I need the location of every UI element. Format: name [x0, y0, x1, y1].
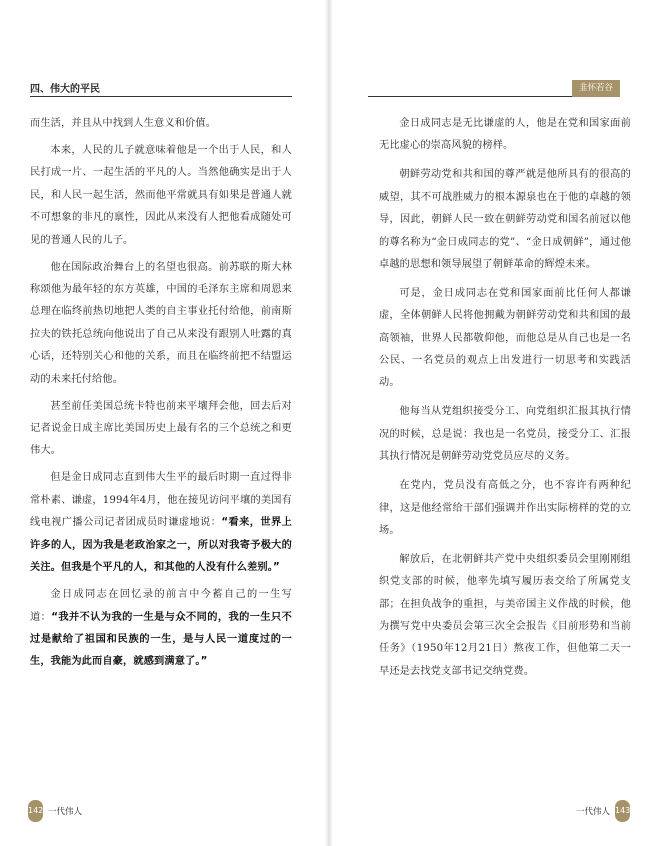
paragraph: 他每当从党组织接受分工、向党组织汇报其执行情况的时候，总是说：我也是一名党员，接受分工、汇报其执行情况是朝鲜劳动党党员应尽的义务。 [379, 406, 631, 463]
paragraph: 朝鲜劳动党和共和国的尊严就是他所具有的很高的威望，其不可战胜威力的根本源泉也在于他的卓越的领导，因此，朝鲜人民一致在朝鲜劳动党和国名前冠以他的尊名称为“金日成同志的党”、“金日成朝鲜”，通过他卓越的思想和领导展望了朝鲜革命的辉煌未来。 [379, 169, 631, 270]
book-gutter [325, 0, 333, 846]
section-badge: 韭怀若谷 [572, 80, 620, 97]
paragraph: 可是，金日成同志在党和国家面前比任何人都谦虚，全体朝鲜人民将他拥戴为朝鲜劳动党和共和国的最高领袖，世界人民都敬仰他，而他总是从自己也是一名公民、一名党员的观点上出发进行一切思考和实践活动。 [379, 287, 631, 389]
paragraph-intro: 金日成同志在回忆录的前言中今蓄自己的一生写道： [30, 589, 292, 623]
book-title: 一代伟人 [48, 807, 83, 817]
right-page [333, 0, 658, 846]
paragraph: 甚至前任美国总统卡特也前来平壤拜会他，回去后对记者说金日成主席比美国历史上最有名的三个总统之和更伟大。 [30, 400, 292, 457]
paragraph [30, 584, 292, 674]
paragraph [30, 467, 292, 579]
paragraph: 在党内，党员没有高低之分，也不容许有两种纪律，这是他经常给干部们强调并作出实际榜样的党的立场。 [379, 480, 631, 536]
left-body-text [30, 113, 292, 674]
page-number-badge: 143 [615, 800, 630, 822]
left-footer [28, 800, 87, 822]
paragraph: 解放后，在北朝鲜共产党中央组织委员会里刚刚组织党支部的时候，他率先填写履历表交给了所属党支部；在担负战争的重担，与美帝国主义作战的时候，他为撰写党中央委员会第三次全会报告《目前形势和当前任务》（1950年12月21日）熬夜工作，但他第二天一早还是去找党支部书记交纳党费。 [379, 553, 631, 677]
chapter-title: 四、伟大的平民 [30, 84, 100, 95]
paragraph: 本来，人民的儿子就意味着他是一个出于人民，和人民打成一片、一起生活的平凡的人。当然他确实是出于人民，和人民一起生活，然而他平常就具有如果是普通人就不可想象的非凡的禀性，因此从来没有人把他看成随处可见的普通人民的儿子。 [30, 145, 292, 246]
right-body-text [379, 113, 631, 683]
right-footer [571, 800, 630, 822]
book-title: 一代伟人 [575, 807, 610, 817]
left-running-header [30, 82, 292, 97]
paragraph: 金日成同志是无比谦虚的人，他是在党和国家面前无比虚心的崇高风貌的榜样。 [379, 118, 631, 152]
bold-quote: “我并不认为我的一生是与众不同的，我的一生只不过是献给了祖国和民族的一生，是与人民一道度过的一生，我能为此而自豪，就感到满意了。” [30, 611, 292, 668]
paragraph-intro: 但是金日成同志直到伟大生平的最后时期一直过得非常朴素、谦虚，1994年4月，他在接见访问平壤的美国有线电视广播公司记者团成员时谦虚地说： [30, 472, 292, 529]
paragraph: 他在国际政治舞台上的名望也很高。前苏联的斯大林称颂他为最年轻的东方英雄，中国的毛泽东主席和周恩来总理在临终前热切地把人类的自主事业托付给他，前南斯拉夫的铁托总统向他说出了自己从来没有跟别人吐露的真心话，还特别关心和他的关系，而且在临终前把不结盟运动的未来托付给他。 [30, 261, 292, 385]
left-page [0, 0, 325, 846]
paragraph: 而生活，并且从中找到人生意义和价值。 [30, 118, 217, 129]
page-number-badge: 142 [28, 800, 43, 822]
right-header-rule [368, 96, 572, 97]
bold-quote: “看来，世界上许多的人，因为我是老政治家之一，所以对我寄予极大的关注。但我是个平凡的人，和其他的人没有什么差别。” [30, 517, 292, 574]
